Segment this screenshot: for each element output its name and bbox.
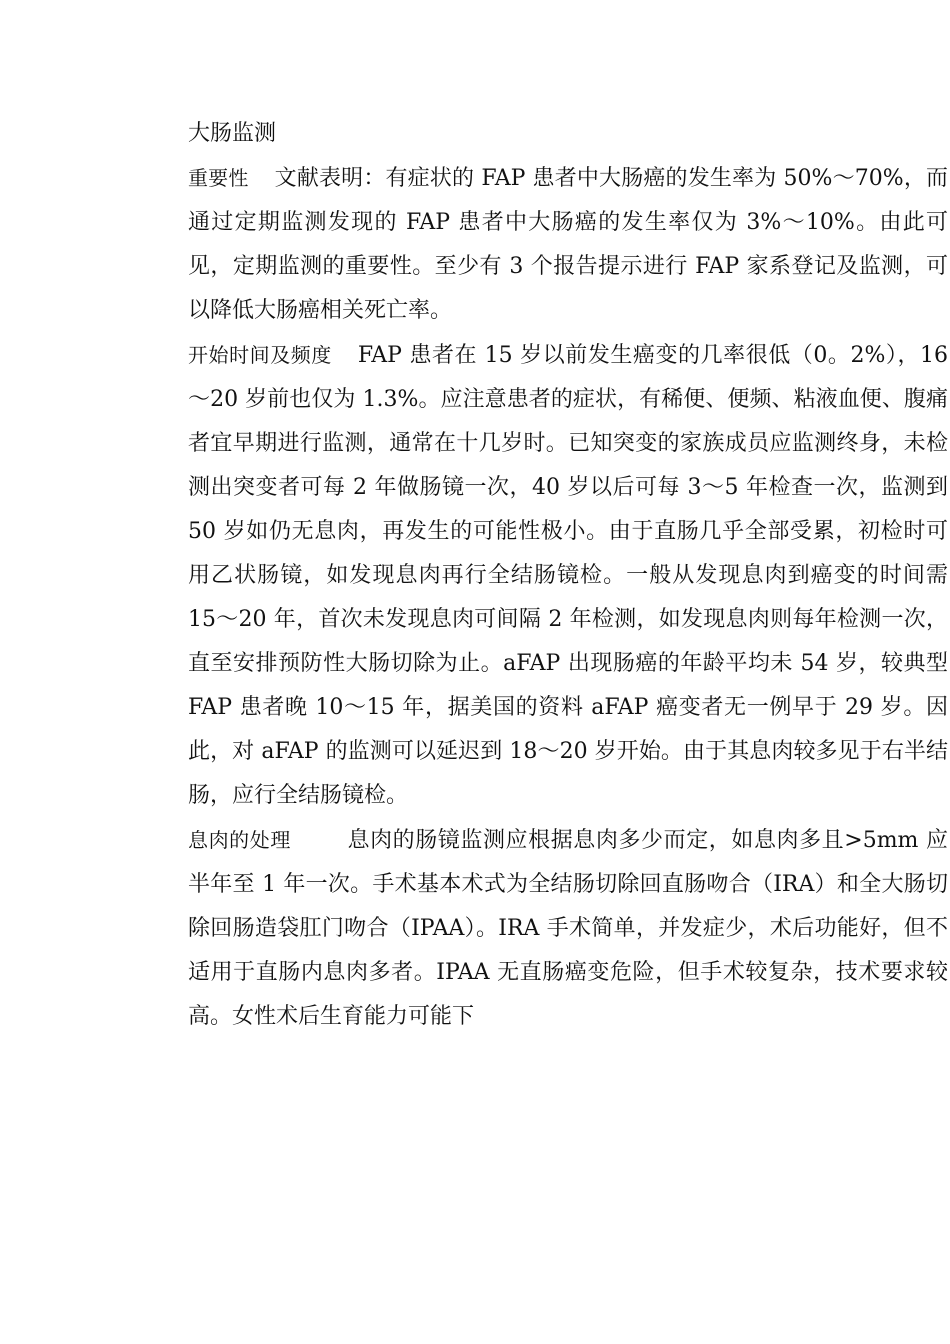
section-title: 大肠监测 <box>188 121 277 146</box>
paragraph-text-importance: 文献表明：有症状的 FAP 患者中大肠癌的发生率为 50%～70%，而通过定期监测发现的 FAP 患者中大肠癌的发生率仅为 3%～10%。由此可见，定期监测的重要性。至少有 3 个报告提示进行 FAP 家系登记及监测，可以降低大肠癌相关死亡率。 <box>188 166 949 323</box>
paragraph-timing <box>188 333 948 818</box>
document-page <box>188 112 948 1039</box>
paragraph-polyp-treatment <box>188 818 948 1039</box>
paragraph-lead-importance: 重要性 <box>188 166 249 190</box>
paragraph-text-polyp-treatment: 息肉的肠镜监测应根据息肉多少而定，如息肉多且>5mm 应半年至 1 年一次。手术基本术式为全结肠切除回直肠吻合（IRA）和全大肠切除回肠造袋肛门吻合（IPAA）。IRA 手术简单，并发症少，术后功能好，但不适用于直肠内息肉多者。IPAA 无直肠癌变危险，但手术较复杂，技术要求较高。女性术后生育能力可能下 <box>188 828 948 1029</box>
paragraph-importance <box>188 156 948 333</box>
paragraph-lead-polyp-treatment: 息肉的处理 <box>188 828 291 852</box>
paragraph-lead-timing: 开始时间及频度 <box>188 343 332 367</box>
paragraph-text-timing: FAP 患者在 15 岁以前发生癌变的几率很低（0。2%），16～20 岁前也仅为 1.3%。应注意患者的症状，有稀便、便频、粘液血便、腹痛者宜早期进行监测，通常在十几岁时。已知突变的家族成员应监测终身，未检测出突变者可每 2 年做肠镜一次，40 岁以后可每 3～5 年检查一次，监测到 50 岁如仍无息肉，再发生的可能性极小。由于直肠几乎全部受累，初检时可用乙状肠镜，如发现息肉再行全结肠镜检。一般从发现息肉到癌变的时间需 15～20 年，首次未发现息肉可间隔 2 年检测，如发现息肉则每年检测一次，直至安排预防性大肠切除为止。aFAP 出现肠癌的年龄平均未 54 岁，较典型 FAP 患者晚 10～15 年，据美国的资料 aFAP 癌变者无一例早于 29 岁。因此，对 aFAP 的监测可以延迟到 18～20 岁开始。由于其息肉较多见于右半结肠，应行全结肠镜检。 <box>188 343 948 808</box>
